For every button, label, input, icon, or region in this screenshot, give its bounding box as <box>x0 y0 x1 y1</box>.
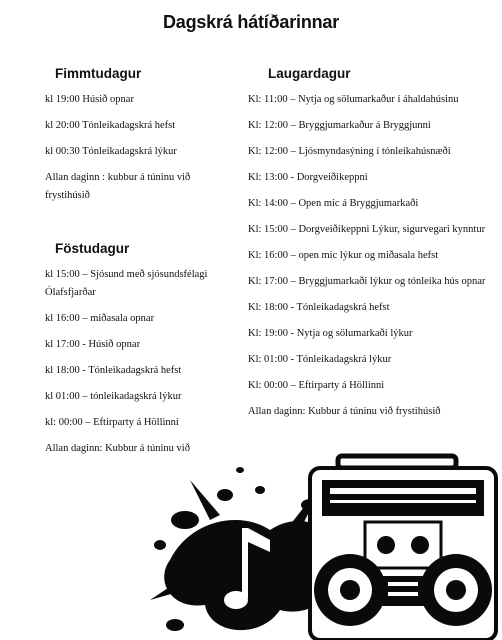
list-item: kl 15:00 – Sjósund með sjósundsfélagi Ólafsfjarðar <box>45 269 208 298</box>
list-item: Allan daginn: Kubbur á túninu við <box>45 443 190 454</box>
day-heading-friday: Föstudagur <box>55 241 130 256</box>
list-item: kl: 00:00 – Eftirparty á Höllinni <box>45 417 179 428</box>
list-item: kl 20:00 Tónleikadagskrá hefst <box>45 120 176 131</box>
list-item: Kl: 16:00 – open mic lýkur og miðasala hefst <box>248 250 439 261</box>
day-heading-saturday: Laugardagur <box>268 66 351 81</box>
boombox-icon <box>310 456 496 640</box>
decorative-artwork <box>150 450 502 640</box>
thursday-list <box>45 91 235 205</box>
saturday-list <box>248 91 488 421</box>
list-item: Kl: 12:00 – Ljósmyndasýning í tónleikahúsnæði <box>248 146 451 157</box>
list-item: Kl: 00:00 – Eftirparty á Höllinni <box>248 380 385 391</box>
list-item: Kl: 11:00 – Nytja og sölumarkaður í áhaldahúsinu <box>248 94 459 105</box>
right-column <box>248 66 488 429</box>
list-item: Kl: 12:00 – Bryggjumarkaður á Bryggjunni <box>248 120 431 131</box>
list-item: kl 18:00 - Tónleikadagskrá hefst <box>45 365 182 376</box>
list-item: Allan daginn: Kubbur á túninu við frystihúsið <box>248 406 441 417</box>
list-item: Kl: 18:00 - Tónleikadagskrá hefst <box>248 302 390 313</box>
list-item: kl 00:30 Tónleikadagskrá lýkur <box>45 146 177 157</box>
left-column <box>45 66 235 466</box>
list-item: Kl: 01:00 - Tónleikadagskrá lýkur <box>248 354 392 365</box>
list-item: kl 01:00 – tónleikadagskrá lýkur <box>45 391 182 402</box>
list-item: kl 17:00 - Húsið opnar <box>45 339 141 350</box>
list-item: Kl: 19:00 - Nytja og sölumarkaði lýkur <box>248 328 413 339</box>
day-heading-thursday: Fimmtudagur <box>55 66 142 81</box>
friday-list <box>45 266 235 458</box>
list-item: Kl: 14:00 – Open mic á Bryggjumarkaði <box>248 198 419 209</box>
list-item: Kl: 17:00 – Bryggjumarkaði lýkur og tónleika hús opnar <box>248 276 486 287</box>
list-item: kl 19:00 Húsið opnar <box>45 94 134 105</box>
list-item: Allan daginn : kubbur á túninu við frystihúsið <box>45 172 191 201</box>
list-item: Kl: 13:00 - Dorgveiðikeppni <box>248 172 368 183</box>
list-item: Kl: 15:00 – Dorgveiðikeppni Lýkur, sigurvegari kynntur <box>248 224 486 235</box>
page-title: Dagskrá hátíðarinnar <box>162 12 340 32</box>
list-item: kl 16:00 – miðasala opnar <box>45 313 155 324</box>
